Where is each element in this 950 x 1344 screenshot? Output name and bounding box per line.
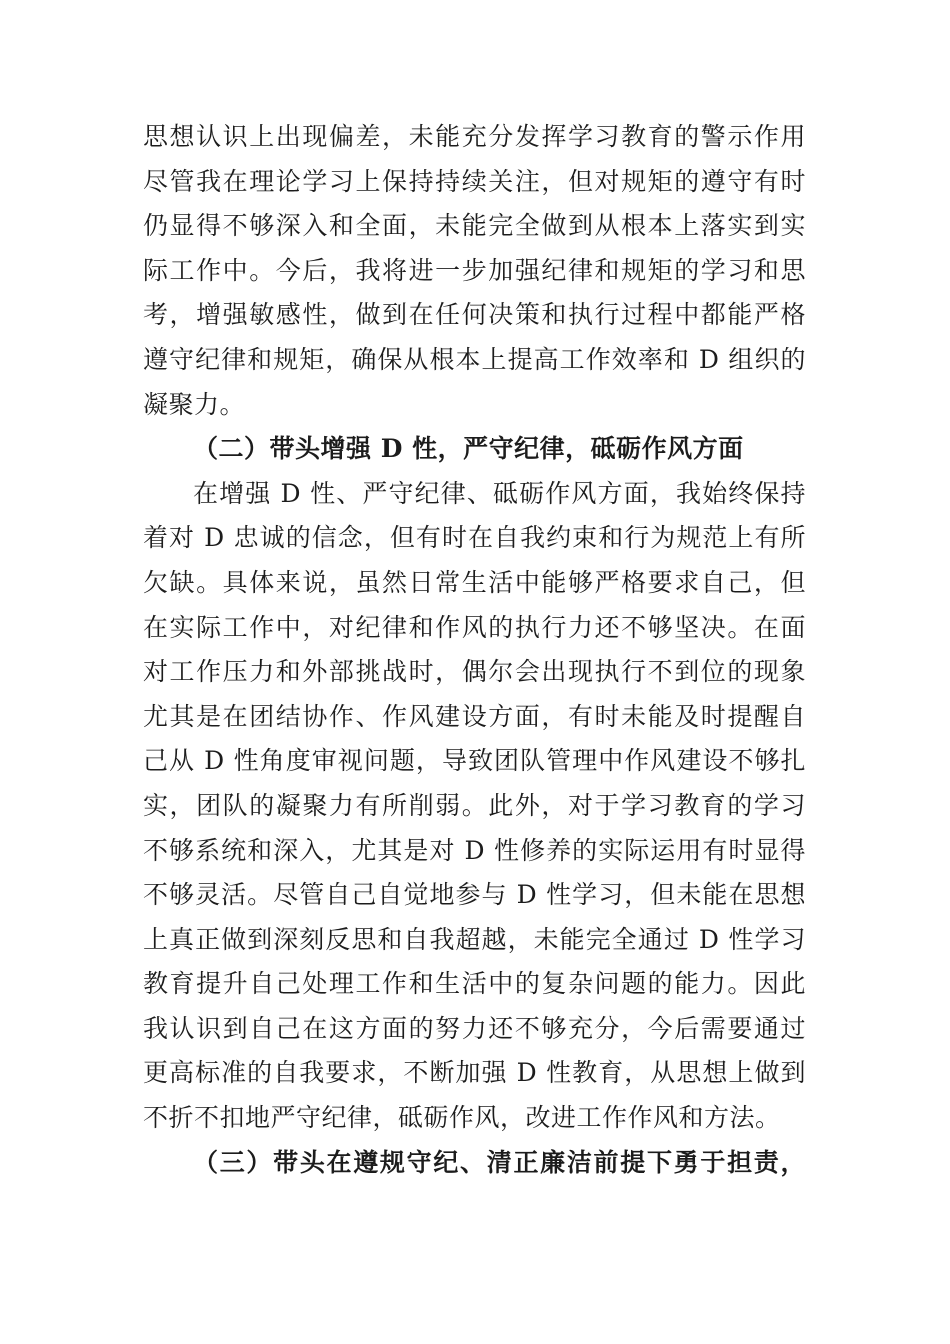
paragraph-line: 思想认识上出现偏差，未能充分发挥学习教育的警示作用	[143, 122, 806, 151]
paragraph-line: 遵守纪律和规矩，确保从根本上提高工作效率和 D 组织的	[143, 344, 806, 374]
paragraph-section-2-body	[143, 472, 806, 1141]
paragraph-line: 仍显得不够深入和全面，未能完全做到从根本上落实到实	[143, 211, 806, 241]
paragraph-line: 更高标准的自我要求，不断加强 D 性教育，从思想上做到	[143, 1058, 806, 1088]
paragraph-line: 在增强 D 性、严守纪律、砥砺作风方面，我始终保持	[193, 478, 806, 508]
paragraph-line: 欠缺。具体来说，虽然日常生活中能够严格要求自己，但	[143, 567, 806, 597]
paragraph-line: 己从 D 性角度审视问题，导致团队管理中作风建设不够扎	[143, 746, 806, 776]
paragraph-line: 在实际工作中，对纪律和作风的执行力还不够坚决。在面	[143, 612, 806, 642]
paragraph-line: 不够系统和深入，尤其是对 D 性修养的实际运用有时显得	[143, 835, 806, 865]
paragraph-continuation	[143, 115, 806, 427]
paragraph-line: 教育提升自己处理工作和生活中的复杂问题的能力。因此	[143, 969, 806, 999]
paragraph-line: 对工作压力和外部挑战时，偶尔会出现执行不到位的现象	[143, 657, 806, 687]
paragraph-line: 上真正做到深刻反思和自我超越，未能完全通过 D 性学习	[143, 924, 806, 954]
paragraph-line: 实，团队的凝聚力有所削弱。此外，对于学习教育的学习	[143, 790, 806, 820]
paragraph-line: 考，增强敏感性，做到在任何决策和执行过程中都能严格	[143, 300, 806, 330]
paragraph-line: 尤其是在团结协作、作风建设方面，有时未能及时提醒自	[143, 701, 806, 731]
paragraph-line: 我认识到自己在这方面的努力还不够充分，今后需要通过	[143, 1013, 806, 1043]
paragraph-line: 凝聚力。	[143, 389, 246, 419]
section-heading-3: （三）带头在遵规守纪、清正廉洁前提下勇于担责，	[193, 1147, 806, 1177]
paragraph-line: 不折不扣地严守纪律，砥砺作风，改进工作作风和方法。	[143, 1103, 781, 1133]
paragraph-line: 际工作中。今后，我将进一步加强纪律和规矩的学习和思	[143, 255, 806, 285]
paragraph-line: 着对 D 忠诚的信念，但有时在自我约束和行为规范上有所	[143, 523, 806, 553]
paragraph-line: 尽管我在理论学习上保持持续关注，但对规矩的遵守有时	[143, 166, 806, 196]
text-block	[143, 115, 806, 1185]
paragraph-line: 不够灵活。尽管自己自觉地参与 D 性学习，但未能在思想	[143, 880, 806, 910]
section-heading-2: （二）带头增强 D 性，严守纪律，砥砺作风方面	[193, 434, 744, 464]
